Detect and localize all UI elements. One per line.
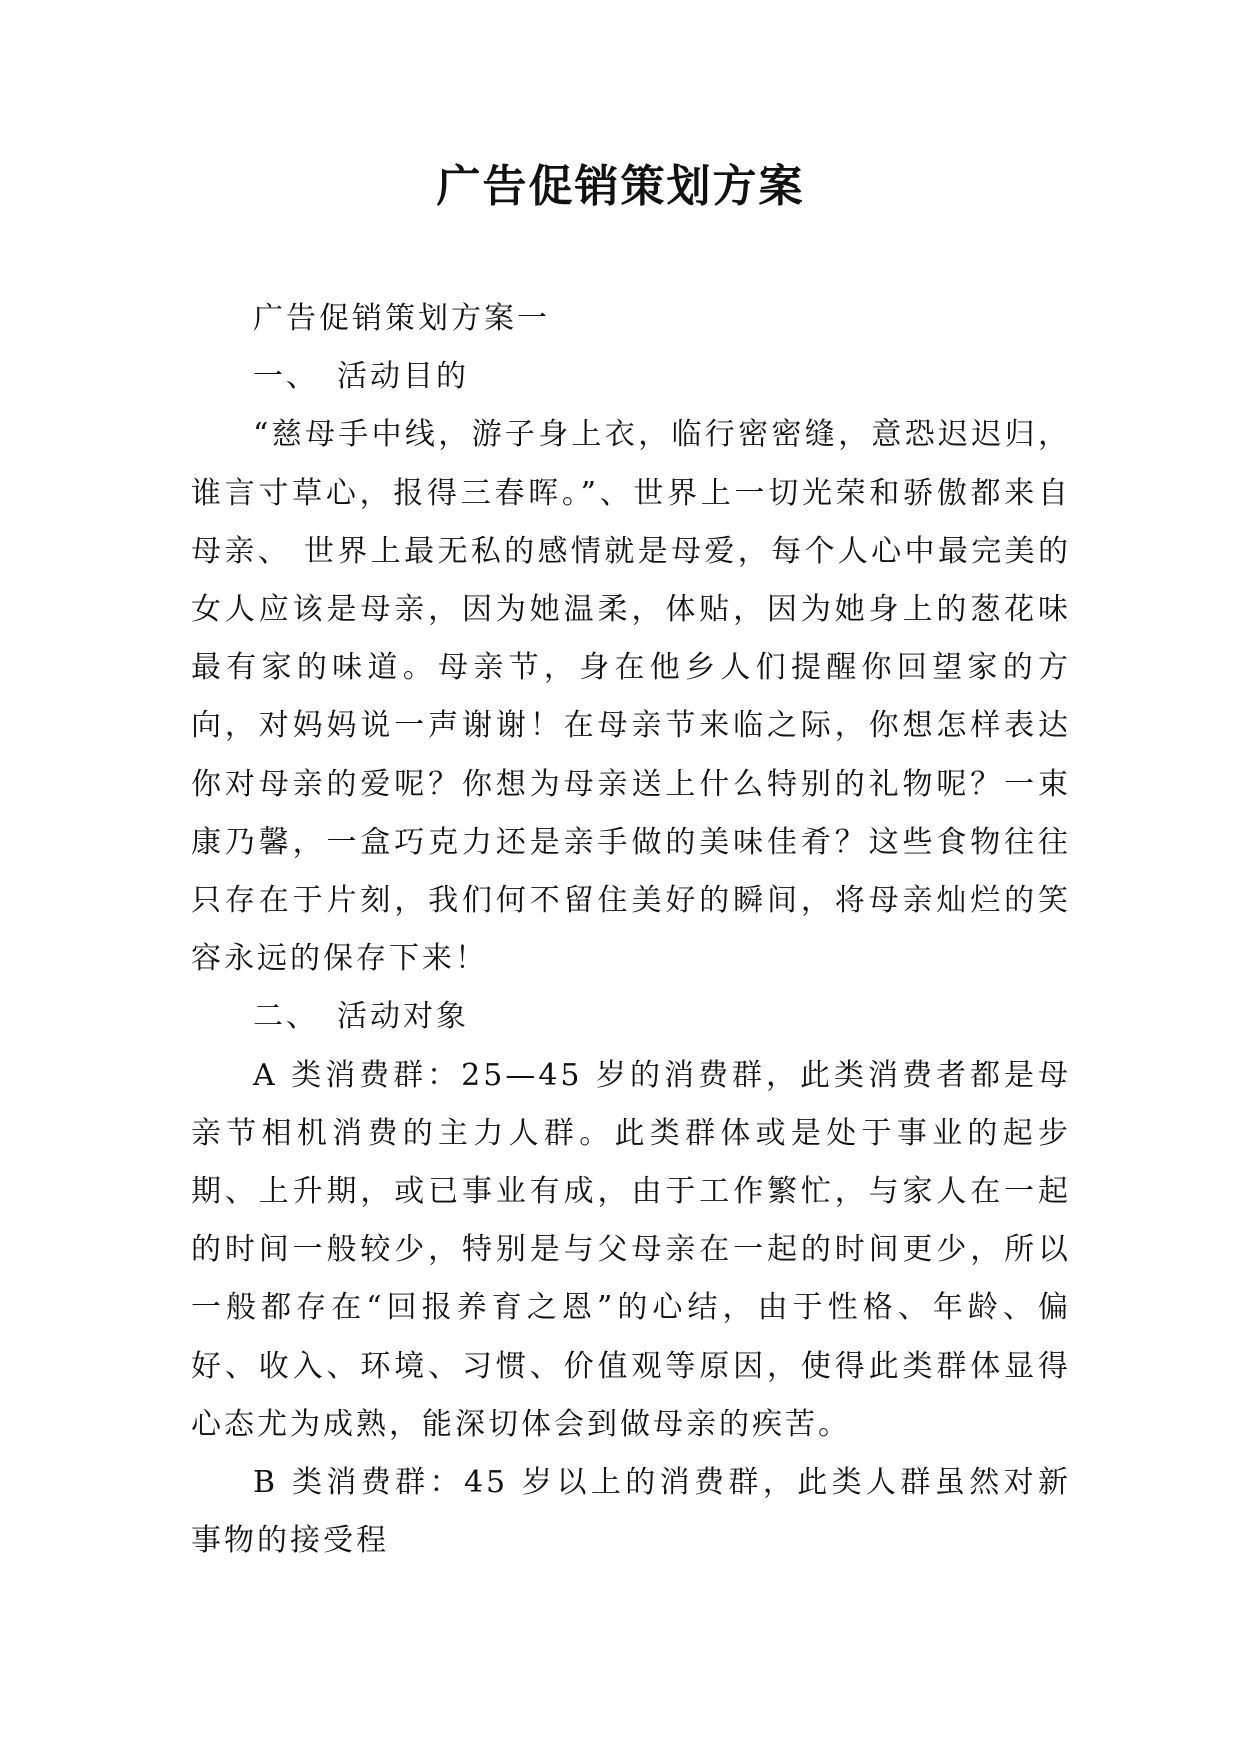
paragraph-purpose: “慈母手中线，游子身上衣，临行密密缝，意恐迟迟归，谁言寸草心，报得三春晖。”、世界上一切光荣和骄傲都来自母亲、 世界上最无私的感情就是母爱，每个人心中最完美的女人应该是母亲，因为她温柔，体贴，因为她身上的葱花味最有家的味道。母亲节，身在他乡人们提醒你回望家的方向，对妈妈说一声谢谢！在母亲节来临之际，你想怎样表达你对母亲的爱呢？你想为母亲送上什么特别的礼物呢？一束康乃馨，一盒巧克力还是亲手做的美味佳肴？这些食物往往只存在于片刻，我们何不留住美好的瞬间，将母亲灿烂的笑容永远的保存下来！ (191, 417, 1071, 977)
section-heading-activity-purpose: 一、 活动目的 (253, 359, 469, 395)
document-body (191, 290, 1071, 1570)
paragraph-audience-a: A 类消费群：25—45 岁的消费群，此类消费者都是母亲节相机消费的主力人群。此类群体或是处于事业的起步期、上升期，或已事业有成，由于工作繁忙，与家人在一起的时间一般较少，特别是与父母亲在一起的时间更少，所以一般都存在“回报养育之恩”的心结，由于性格、年龄、偏好、收入、环境、习惯、价值观等原因，使得此类群体显得心态尤为成熟，能深切体会到做母亲的疾苦。 (191, 1057, 1071, 1442)
document-title: 广告促销策划方案 (436, 161, 805, 212)
paragraph-audience-b: B 类消费群：45 岁以上的消费群，此类人群虽然对新事物的接受程 (191, 1465, 1071, 1559)
section-heading-plan-one: 广告促销策划方案一 (253, 301, 550, 336)
section-heading-activity-audience: 二、 活动对象 (253, 999, 469, 1035)
